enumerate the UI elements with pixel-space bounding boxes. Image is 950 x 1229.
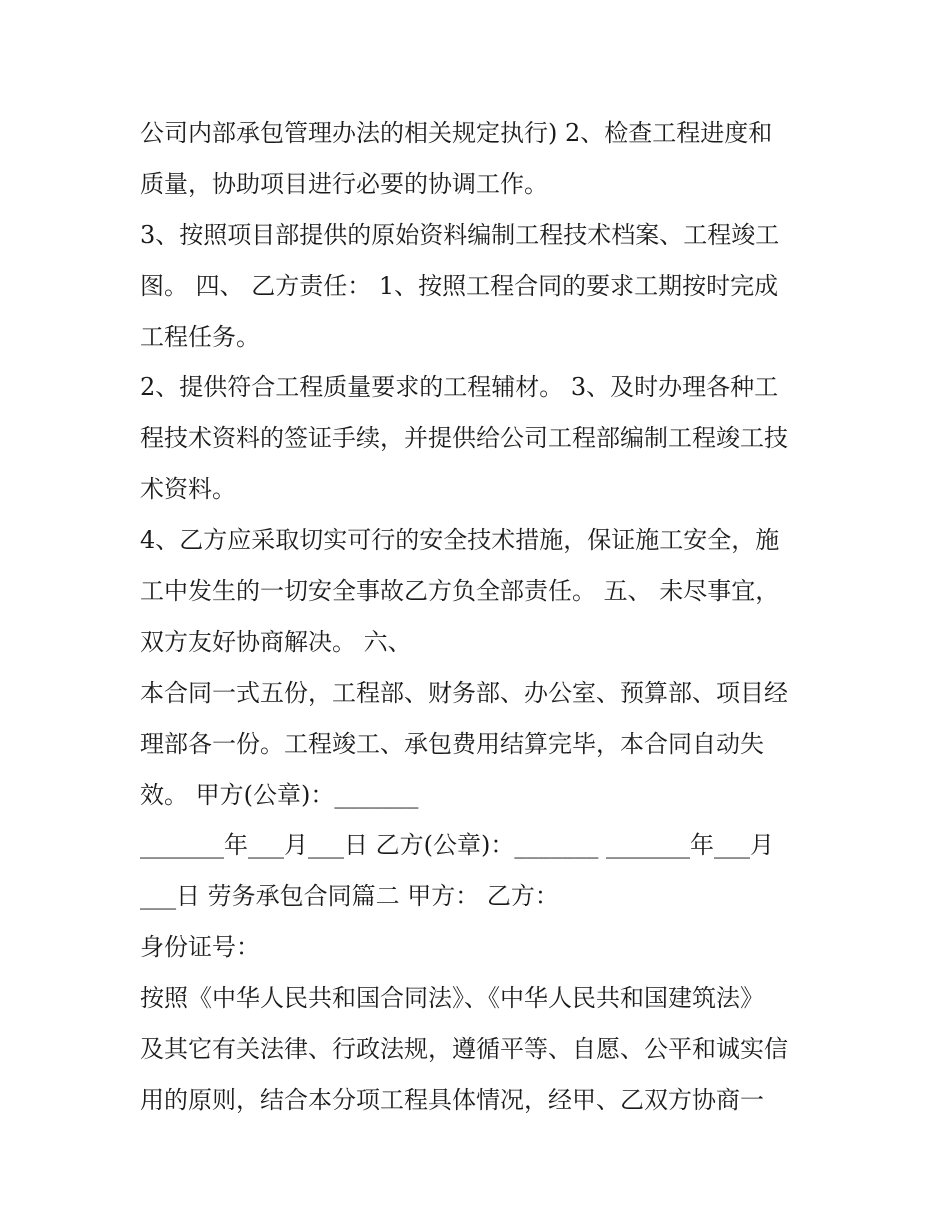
text-line: 双方友好协商解决。 六、 [140, 627, 412, 656]
text-line: 效。 甲方(公章)：_______ [140, 780, 419, 809]
text-line: 程技术资料的签证手续，并提供给公司工程部编制工程竣工技 [140, 424, 788, 453]
text-line: 及其它有关法律、行政法规，遵循平等、自愿、公平和诚实信 [140, 1035, 788, 1064]
text-line: 图。 四、 乙方责任： 1、按照工程合同的要求工期按时完成 [140, 271, 779, 300]
text-line: 本合同一式五份，工程部、财务部、办公室、预算部、项目经 [140, 678, 788, 707]
text-line: 4、乙方应采取切实可行的安全技术措施，保证施工安全，施 [140, 526, 780, 555]
text-line: 按照《中华人民共和国合同法》、《中华人民共和国建筑法》 [140, 984, 764, 1013]
text-line: 身份证号： [140, 933, 260, 962]
text-line: _______年___月___日 乙方(公章)：_______ _______年___月 [140, 831, 774, 860]
text-line: 工中发生的一切安全事故乙方负全部责任。 五、 未尽事宜， [140, 577, 780, 606]
text-line: 3、按照项目部提供的原始资料编制工程技术档案、工程竣工 [140, 220, 780, 249]
text-line: ___日 劳务承包合同篇二 甲方： 乙方： [140, 882, 559, 911]
text-line: 质量，协助项目进行必要的协调工作。 [140, 169, 548, 198]
text-line: 用的原则，结合本分项工程具体情况，经甲、乙双方协商一 [140, 1085, 764, 1114]
text-line: 2、提供符合工程质量要求的工程辅材。 3、及时办理各种工 [140, 373, 779, 402]
text-line: 理部各一份。工程竣工、承包费用结算完毕，本合同自动失 [140, 729, 764, 758]
text-line: 公司内部承包管理办法的相关规定执行) 2、检查工程进度和 [140, 119, 773, 147]
text-line: 术资料。 [140, 475, 236, 504]
document-body [140, 108, 830, 1126]
text-line: 工程任务。 [140, 322, 260, 351]
